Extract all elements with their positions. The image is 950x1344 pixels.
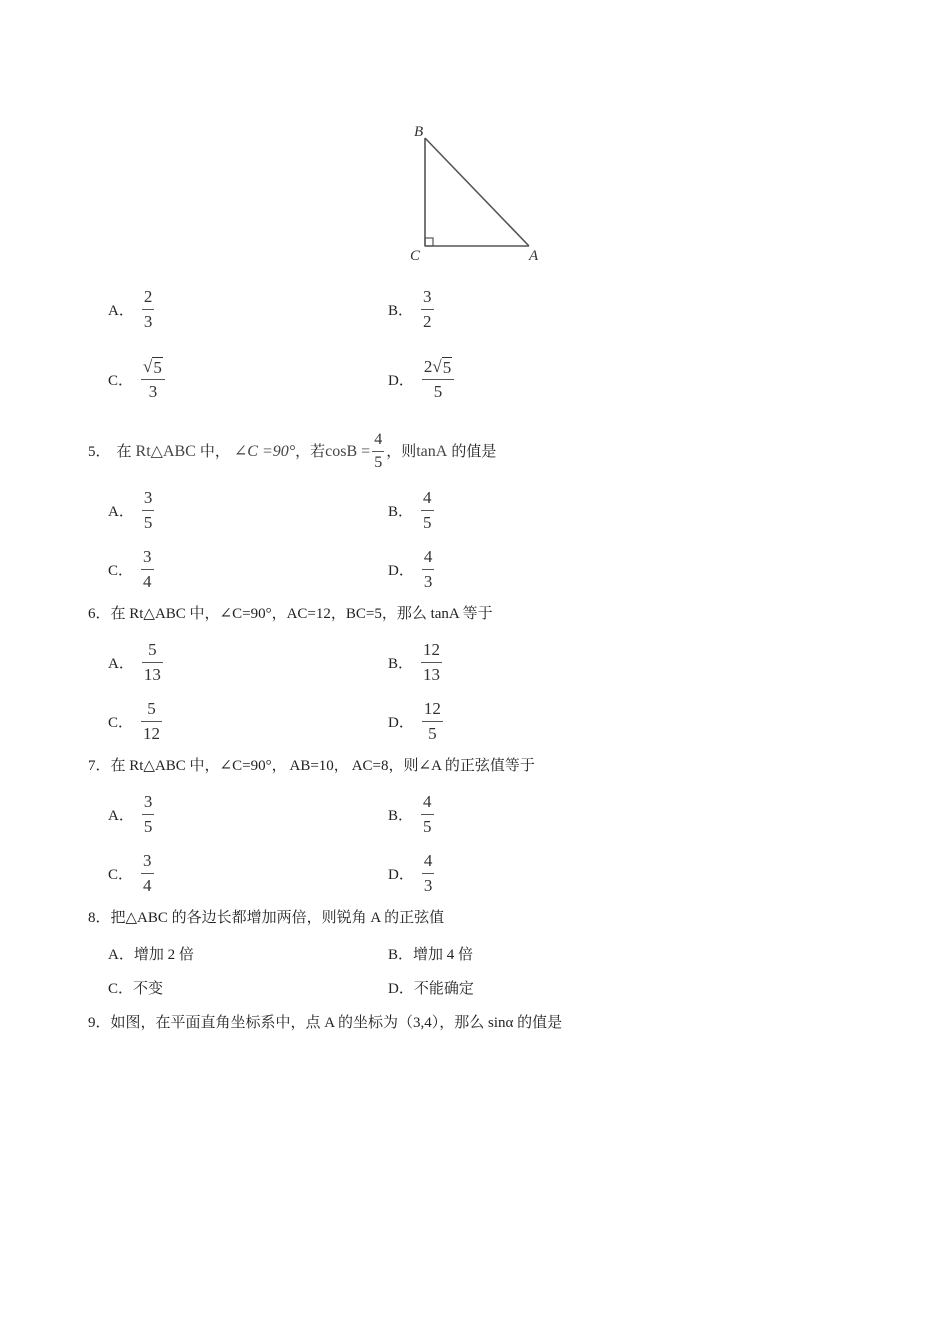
option-label: A． (108, 808, 134, 824)
fraction (421, 487, 434, 534)
q7-option-d[interactable] (388, 850, 434, 897)
option-label: B． (388, 303, 414, 319)
numerator: 3 (143, 792, 153, 811)
option-label: C． (108, 563, 134, 579)
fraction (142, 487, 155, 534)
sqrt-numerator: √ 5 (143, 357, 162, 377)
numerator: 5 (148, 640, 157, 659)
fraction (141, 698, 162, 745)
radicand: 5 (442, 358, 452, 377)
denominator: 3 (423, 572, 433, 591)
denominator: 5 (374, 454, 383, 471)
q5-option-a[interactable] (108, 487, 154, 534)
option-label: D． (388, 373, 414, 389)
fraction (141, 356, 165, 403)
q5-text: ，则 (386, 443, 417, 460)
q5-option-b[interactable] (388, 487, 434, 534)
denominator: 13 (423, 665, 441, 684)
denominator: 3 (423, 876, 433, 895)
numerator: 4 (374, 431, 383, 448)
fraction (421, 791, 434, 838)
triangle-figure (405, 118, 545, 268)
numerator: 12 (423, 699, 441, 718)
fraction (422, 698, 443, 745)
q8-option-b[interactable]: B．增加 4 倍 (388, 947, 474, 963)
q5-text: 的值是 (451, 443, 497, 460)
fraction (142, 286, 155, 333)
q5-tan: tanA (416, 442, 448, 460)
q6-option-a[interactable] (108, 639, 163, 686)
q7-option-a[interactable] (108, 791, 154, 838)
fraction (422, 850, 435, 897)
q5-cos: cosB = (325, 442, 371, 460)
vertex-label-b: B (414, 124, 424, 140)
q4-option-a[interactable] (108, 286, 154, 333)
q4-option-d[interactable] (388, 356, 454, 403)
numerator: 3 (143, 547, 152, 566)
q8-option-a[interactable]: A．增加 2 倍 (108, 947, 194, 963)
option-label: A． (108, 504, 134, 520)
option-label: A． (108, 303, 134, 319)
fraction (421, 639, 442, 686)
denominator: 5 (143, 513, 153, 532)
numerator: 2 (143, 287, 153, 306)
option-label: C． (108, 867, 134, 883)
numerator: 4 (423, 792, 432, 811)
question-9: 9．如图，在平面直角坐标系中，点 A 的坐标为（3,4），那么 sinα 的值是 (88, 1015, 563, 1031)
option-label: D． (388, 563, 414, 579)
vertex-label-a: A (529, 248, 539, 264)
denominator: 5 (428, 724, 437, 743)
denominator: 4 (143, 876, 152, 895)
numerator: 4 (423, 488, 432, 507)
q5-angle: ∠C =90° (233, 442, 296, 460)
q5-triangle: Rt△ABC (135, 442, 196, 460)
numerator: 3 (423, 287, 432, 306)
fraction (141, 546, 154, 593)
right-angle-mark (425, 238, 433, 246)
option-label: B． (388, 504, 414, 520)
side-ab (425, 138, 529, 246)
fraction (142, 639, 163, 686)
q4-option-c[interactable] (108, 356, 165, 403)
numerator: 4 (423, 547, 433, 566)
option-label: B． (388, 656, 414, 672)
q6-option-b[interactable] (388, 639, 442, 686)
denominator: 5 (423, 817, 432, 836)
option-label: D． (388, 867, 414, 883)
question-7: 7．在 Rt△ABC 中，∠C=90°， AB=10， AC=8，则∠A 的正弦值等于 (88, 758, 535, 774)
vertex-label-c: C (410, 248, 421, 264)
fraction (421, 286, 434, 333)
q5-option-d[interactable] (388, 546, 434, 593)
q8-option-c[interactable]: C．不变 (108, 981, 164, 997)
q5-fraction (372, 430, 384, 473)
q7-option-c[interactable] (108, 850, 154, 897)
q5-text: 中， (199, 443, 230, 460)
question-8: 8．把△ABC 的各边长都增加两倍，则锐角 A 的正弦值 (88, 910, 445, 926)
question-6: 6．在 Rt△ABC 中，∠C=90°，AC=12，BC=5，那么 tanA 等于 (88, 606, 493, 622)
numerator: 3 (143, 488, 153, 507)
option-label: C． (108, 715, 134, 731)
denominator: 13 (143, 665, 161, 684)
sqrt-numerator: 2 √ 5 (423, 357, 452, 377)
radicand: 5 (153, 358, 162, 377)
numerator: 12 (423, 640, 441, 659)
q8-option-d[interactable]: D．不能确定 (388, 981, 474, 997)
coefficient: 2 (423, 357, 433, 376)
denominator: 12 (143, 724, 161, 743)
fraction (422, 546, 435, 593)
denominator: 5 (433, 382, 443, 401)
question-5 (88, 430, 496, 473)
question-number: 5． (88, 443, 111, 460)
fraction (142, 791, 155, 838)
denominator: 3 (143, 312, 153, 331)
numerator: 3 (143, 851, 152, 870)
q5-text: 在 (116, 443, 132, 460)
fraction (141, 850, 154, 897)
option-label: B． (388, 808, 414, 824)
denominator: 5 (423, 513, 432, 532)
denominator: 5 (143, 817, 153, 836)
q4-option-b[interactable] (388, 286, 434, 333)
q5-option-c[interactable] (108, 546, 154, 593)
q5-text: ，若 (295, 443, 326, 460)
numerator: 4 (423, 851, 433, 870)
q6-option-d[interactable] (388, 698, 443, 745)
denominator: 4 (143, 572, 152, 591)
q7-option-b[interactable] (388, 791, 434, 838)
option-label: A． (108, 656, 134, 672)
option-label: C． (108, 373, 134, 389)
option-label: D． (388, 715, 414, 731)
q6-option-c[interactable] (108, 698, 162, 745)
denominator: 2 (423, 312, 432, 331)
denominator: 3 (148, 382, 158, 401)
fraction (422, 356, 454, 403)
numerator: 5 (147, 699, 156, 718)
